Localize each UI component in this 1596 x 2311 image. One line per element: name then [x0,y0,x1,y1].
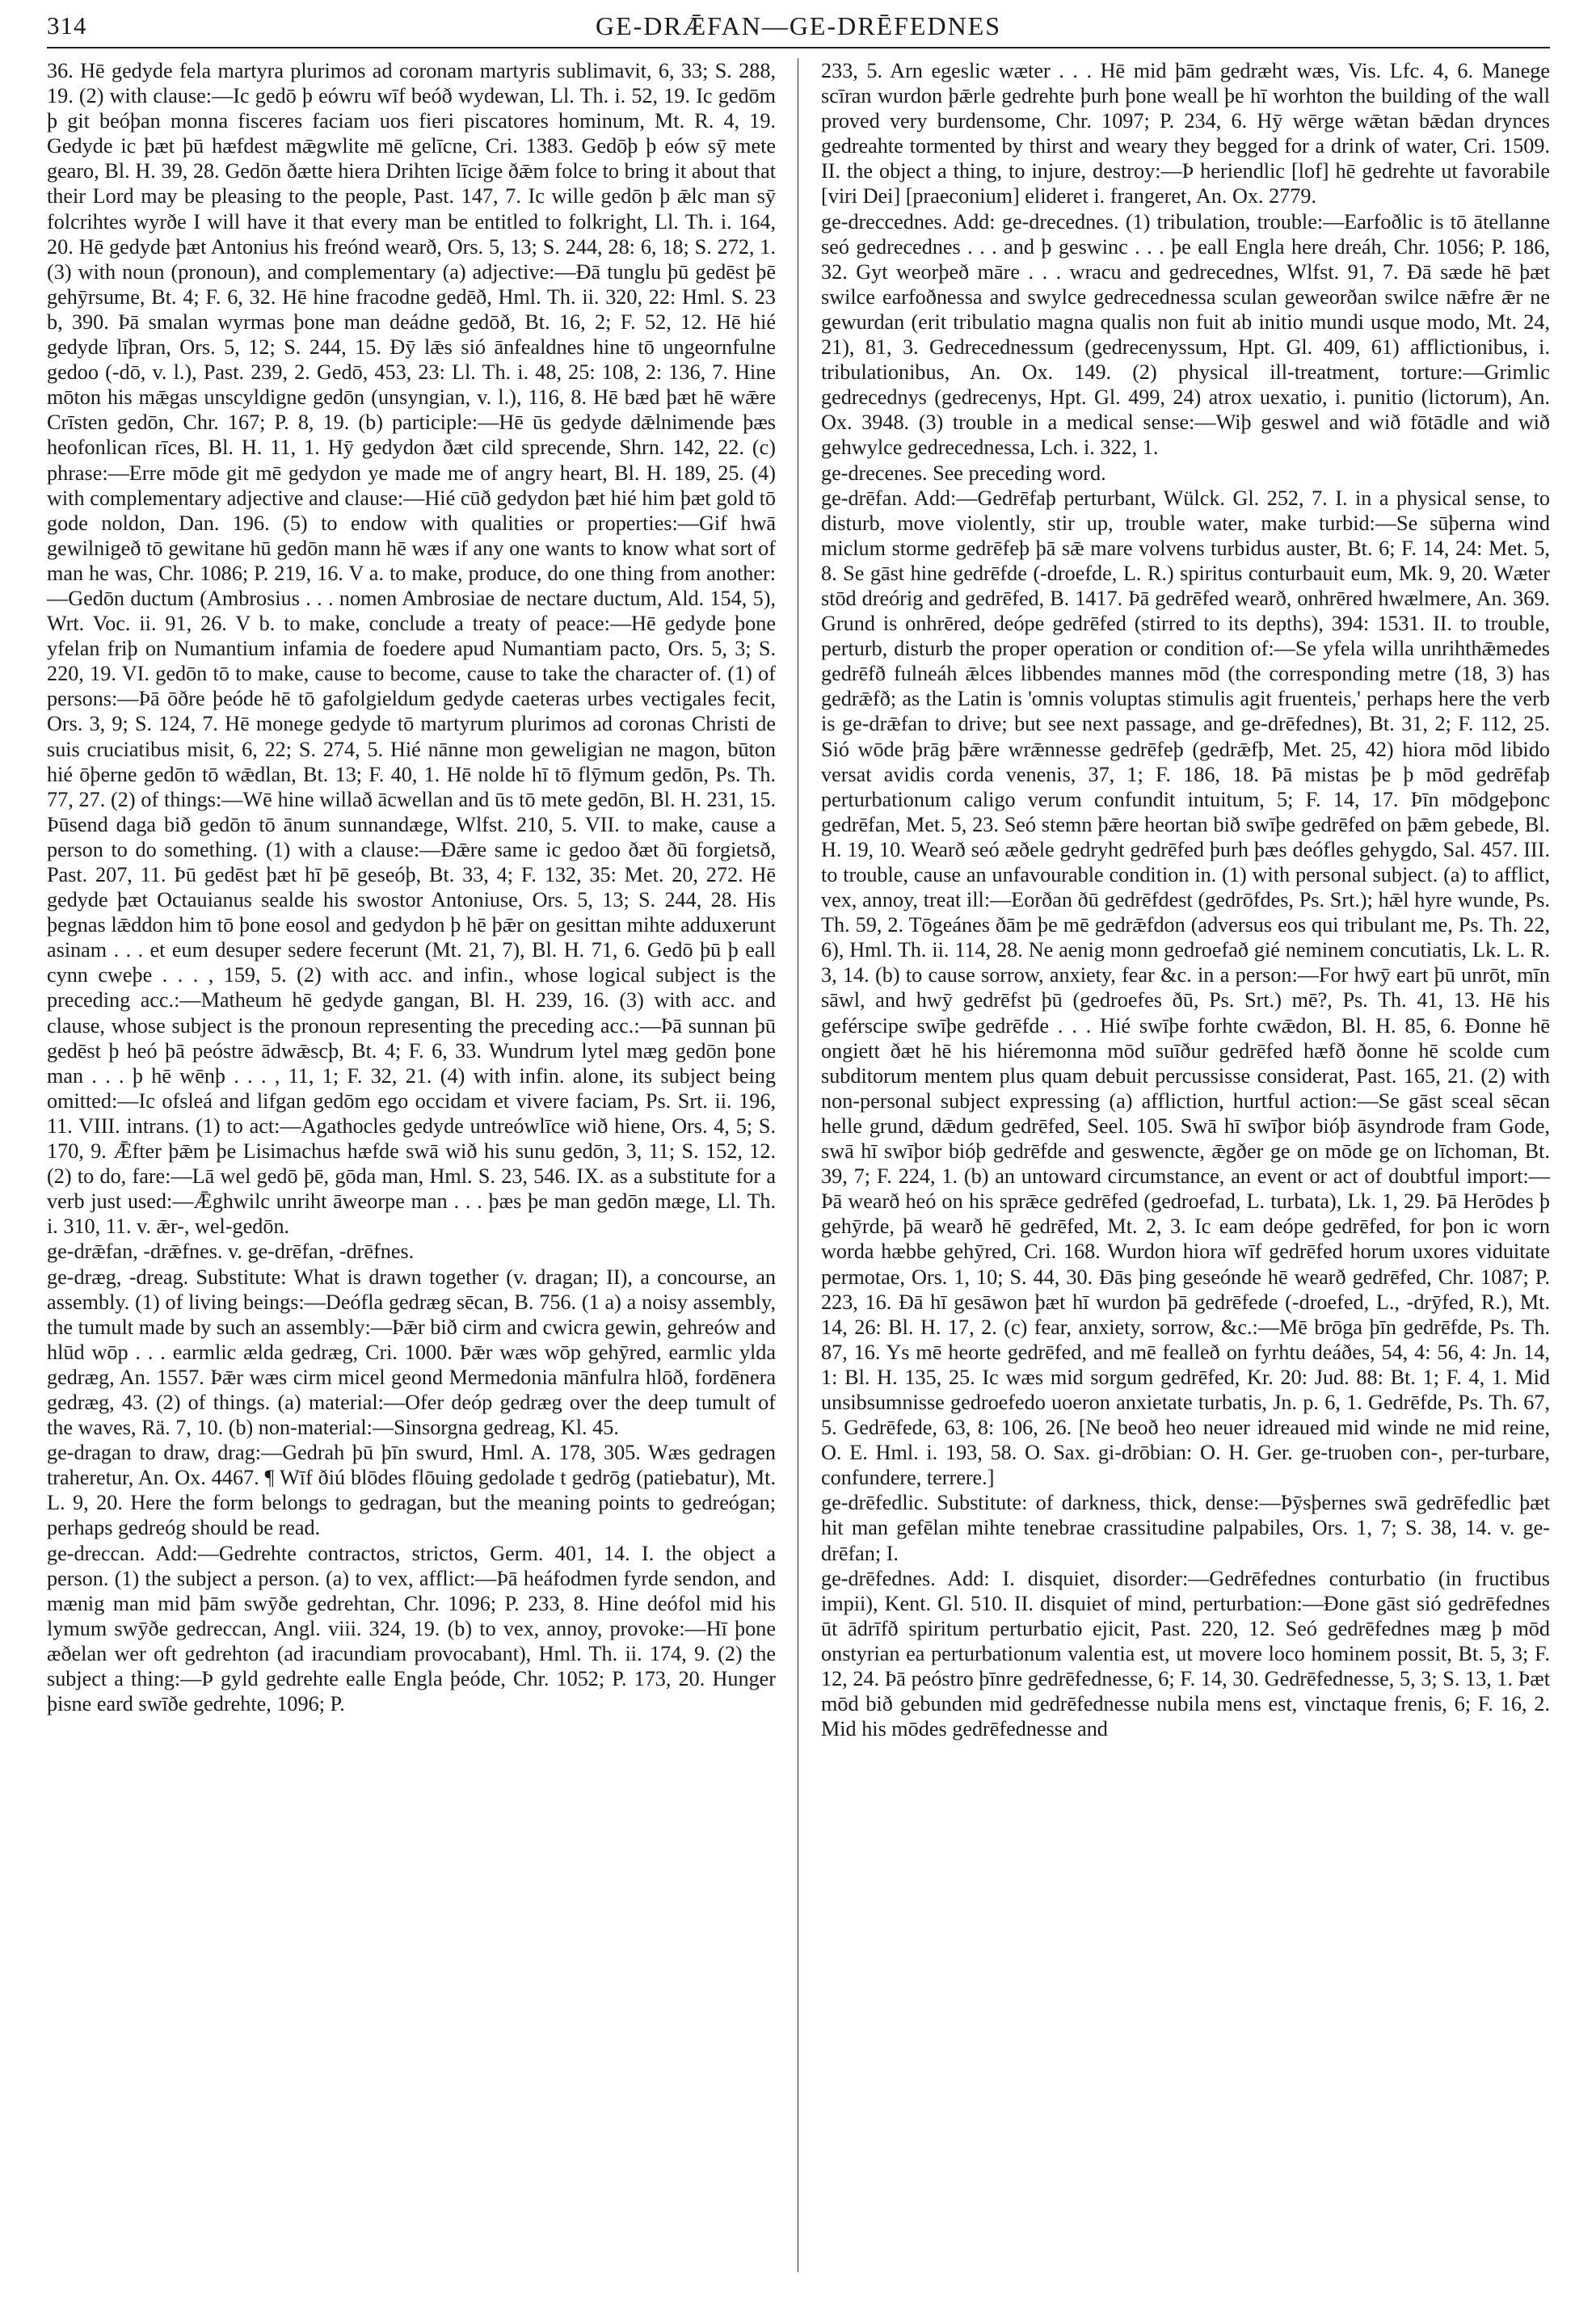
entry-continuation-ge-don: 36. Hē gedyde fela martyra plurimos ad coronam martyris sublimavit, 6, 33; S. 288, 19. (2) with clause:—Ic gedō þ eówru wīf beóð wydewan, Ll. Th. i. 52, 19. Ic gedōm þ git beóþan monna fisceres faciam uos fieri piscatores hominum, Mt. R. 4, 19. Gedyde ic þæt þū hæfdest mǣgwlite mē gelīcne, Cri. 1383. Gedōþ þ eów sȳ mete gearo, Bl. H. 39, 28. Gedōn ðætte hiera Drihten līcige ðǣm folce to bring it about that their Lord may be pleasing to the people, Past. 147, 7. Ic wille gedōn þ ǣlc man sȳ folcrihtes wyrðe I will have it that every man be entitled to folkright, Ll. Th. i. 164, 20. Hē gedyde þæt Antonius his freónd wearð, Ors. 5, 13; S. 244, 28: 6, 18; S. 272, 1. (3) with noun (pronoun), and complementary (a) adjective:—Ðā tunglu þū gedēst þē gehȳrsume, Bt. 4; F. 6, 32. Hē hine fracodne gedēð, Hml. Th. ii. 320, 22: Hml. S. 23 b, 390. Þā smalan wyrmas þone man deádne gedōð, Bt. 16, 2; F. 52, 12. Hē hié gedyde līþran, Ors. 5, 12; S. 244, 15. Ðȳ lǣs sió ānfealdnes hine tō ungeornfulne gedoo (-dō, v. l.), Past. 239, 2. Gedō, 453, 23: Ll. Th. i. 48, 25: 108, 2: 136, 7. Hine mōton his mǣgas unscyldigne gedōn (unsyngian, v. l.), 116, 8. Hē bæd þæt hē wǣre Crīsten gedōn, Chr. 167; P. 8, 19. (b) participle:—Hē ūs gedyde dǣlnimende þæs heofonlican rīces, Bl. H. 11, 1. Hȳ gedydon ðæt cild sprecende, Shrn. 142, 22. (c) phrase:—Erre mōde git mē gedydon ye made me of angry heart, Bl. H. 189, 25. (4) with complementary adjective and clause:—Hié cūð gedydon þæt hié him þæt gold tō gode noldon, Dan. 196. (5) to endow with qualities or properties:—Gif hwā gewilnigeð tō gewitane hū gedōn mann hē wæs if any one wants to know what sort of man he was, Chr. 1086; P. 219, 16. V a. to make, produce, do one thing from another:—Gedōn ductum (Ambrosius . . . nomen Ambrosiae de nectare ductum, Ald. 154, 5), Wrt. Voc. ii. 91, 26. V b. to make, conclude a treaty of peace:—Hē gedyde þone yfelan friþ on Numantium infamia de foedere apud Numantiam pacto, Ors. 5, 3; S. 220, 19. VI. gedōn tō to make, cause to become, cause to take the character of. (1) of persons:—Þā ōðre þeóde hē tō gafolgieldum gedyde caeteras urbes vectigales fecit, Ors. 3, 9; S. 124, 7. Hē monege gedyde tō martyrum plurimos ad coronas Christi de suis cruciatibus misit, 6, 22; S. 274, 5. Hié nānne mon geweligian ne magon, būton hié ōþerne gedōn tō wǣdlan, Bt. 13; F. 40, 1. Hē nolde hī tō flȳmum gedōn, Ps. Th. 77, 27. (2) of things:—Wē hine willað ācwellan and ūs tō mete gedōn, Bl. H. 231, 15. Þūsend daga bið gedōn tō ānum sunnandæge, Wlfst. 210, 5. VII. to make, cause a person to do something. (1) with a clause:—Ðǣre same ic gedoo ðæt ðū forgietsð, Past. 207, 11. Þū gedēst þæt hī þē geseóþ, Bt. 33, 4; F. 132, 35: Met. 20, 272. Hē gedyde þæt Octauianus sealde his swostor Antoniuse, Ors. 5, 13; S. 244, 28. His þegnas lǣddon him tō þone eosol and gedydon þ hē þǣr on gesittan mihte adduxerunt asinam . . . et eum desuper sedere fecerunt (Mt. 21, 7), Bl. H. 71, 6. Gedō þū þ eall cynn cweþe . . . , 159, 5. (2) with acc. and infin., whose logical subject is the preceding acc.:—Matheum hē gedyde gangan, Bl. H. 239, 16. (3) with acc. and clause, whose subject is the pronoun representing the preceding acc.:—Þā sunnan þū gedēst þ heó þā peóstre ādwǣscþ, Bt. 4; F. 6, 33. Wundrum lytel mæg gedōn þone man . . . þ hē wēnþ . . . , 11, 1; F. 32, 21. (4) with infin. alone, its subject being omitted:—Ic ofsleá and lifgan gedōm ego occidam et vivere faciam, Ps. Srt. ii. 196, 11. VIII. intrans. (1) to act:—Agathocles gedyde untreówlīce wið hiene, Ors. 4, 5; S. 170, 9. Ǣfter þǣm þe Lisimachus hæfde swā wið his sunu gedōn, 3, 11; S. 152, 12. (2) to do, fare:—Lā wel gedō þē, gōda man, Hml. S. 23, 546. IX. as a substitute for a verb just used:—Ǣghwilc unriht āweorpe man . . . þæs þe man gedōn mæge, Ll. Th. i. 310, 11. v. ǣr-, wel-gedōn. [47,59,776,1239]
left-column [47,58,776,1716]
entry-continuation-ge-dreccan: 233, 5. Arn egeslic wæter . . . Hē mid þām gedræht wæs, Vis. Lfc. 4, 6. Manege scīran wurdon þǣrle gedrehte þurh þone weall þe hī worhton the building of the wall proved very burdensome, Chr. 1097; P. 234, 6. Hȳ wērge wǣtan bǣdan drynces gedreahte tormented by thirst and weary they begged for a drink of water, Cri. 1509. II. the object a thing, to injure, destroy:—Þ heriendlic [lof] hē gedrehte ut favorabile [viri Dei] [praeconium] elideret i. frangeret, An. Ox. 2779. [821,59,1550,208]
dictionary-page [47,10,1550,2296]
running-title: GE-DRǢFAN—GE-DRĒFEDNES [595,11,1002,40]
two-column-body [47,58,1550,2296]
entry-ge-drefednes: ge-drēfednes. Add: I. disquiet, disorder:—Gedrēfednes conturbatio (in fructibus impii), Kent. Gl. 510. II. disquiet of mind, perturbation:—Ðone gāst sió gedrēfednes ūt ādrīfð spiritum perturbatio ejicit, Past. 220, 12. Seó gedrēfednes mæg þ mōd onstyrian ea perturbationum valentia est, ut movere loco hominem possit, Bt. 5, 3; F. 12, 24. Þā peóstro þīnre gedrēfednesse, 6; F. 14, 30. Gedrēfednesse, 5, 3; S. 13, 1. Þæt mōd bið gebunden mid gedrēfednesse nubila mens est, vinctaque frenis, 6; F. 16, 2. Mid his mōdes gedrēfednesse and [821,1566,1550,1741]
entry-ge-dreccan: ge-dreccan. Add:—Gedrehte contractos, strictos, Germ. 401, 14. I. the object a person. (1) the subject a person. (a) to vex, afflict:—Þā heáfodmen fyrde sendon, and mænig man mid þām swȳðe gedrehtan, Chr. 1096; P. 233, 8. Hine deófol mid his lymum swȳðe gedreccan, Angl. viii. 324, 19. (b) to vex, annoy, provoke:—Hī þone æðelan wer oft gedrehton (ad iracundiam provocabant), Hml. Th. ii. 174, 9. (2) the subject a thing:—Þ gyld gedrehte ealle Engla þeóde, Chr. 1052; P. 173, 20. Hunger þisne eard swīðe gedrehte, 1096; P. [47,1541,776,1716]
entry-ge-draeg: ge-dræg, -dreag. Substitute: What is drawn together (v. dragan; II), a concourse, an assembly. (1) of living beings:—Deófla gedræg sēcan, B. 756. (1 a) a noisy assembly, the tumult made by such an assembly:—Þǣr bið cirm and cwicra gewin, gehreów and hlūd wōp . . . earmlic ælda gedræg, Cri. 1000. Þǣr wæs wōp gehȳred, earmlic ylda gedræg, An. 1557. Þǣr wæs cirm micel geond Mermedonia mānfulra hlōð, fordēnera gedræg, 43. (2) of things. (a) material:—Ofer deóp gedræg over the deep tumult of the waves, Rä. 7, 10. (b) non-material:—Sinsorgna gedreag, Kl. 45. [47,1265,776,1440]
entry-ge-dragan: ge-dragan to draw, drag:—Gedrah þū þīn swurd, Hml. A. 178, 305. Wæs gedragen traheretur, An. Ox. 4467. ¶ Wīf ðiú blōdes flōuing gedolade t gedrōg (patiebatur), Mt. L. 9, 20. Here the form belongs to gedragan, but the meaning points to gedreógan; perhaps gedreóg should be read. [47,1441,776,1540]
entry-ge-draefan: ge-drǣfan, -drǣfnes. v. ge-drēfan, -drēfnes. [47,1240,415,1264]
entry-ge-drecenes: ge-drecenes. See preceding word. [821,461,1106,485]
page-number: 314 [47,11,87,40]
entry-ge-dreccednes: ge-dreccednes. Add: ge-drecednes. (1) tribulation, trouble:—Earfoðlic is tō ātellanne seó gedrecednes . . . and þ geswinc . . . þe eall Engla here dreáh, Chr. 1056; P. 186, 32. Gyt weorþeð māre . . . wracu and gedrecednes, Wlfst. 91, 7. Ðā sæde hē þæt swilce earfoðnessa and swylce gedrecednessa sculan geweorðan swilce nǣfre ǣr ne gewurdan (erit tribulatio magna qualis non fuit ab initio mundi usque modo, Mt. 24, 21), 81, 3. Gedrecednessum (gedrecenyssum, Hpt. Gl. 409, 61) afflictionibus, i. tribulationibus, An. Ox. 149. (2) physical ill-treatment, torture:—Grimlic gedrecednys (gedrecenys, Hpt. Gl. 499, 24) atrox uexatio, i. punitio (lictorum), An. Ox. 3948. (3) trouble in a medical sense:—Wiþ geswel and wið fōtādle and wið gehwylce gedrecednessa, Lch. i. 322, 1. [821,209,1550,460]
right-column [821,58,1550,1741]
header-rule [47,47,1550,48]
page-header [47,10,1550,45]
entry-ge-drefedlic: ge-drēfedlic. Substitute: of darkness, thick, dense:—Þȳsþernes swā gedrēfedlic þæt hit man gefēlan mihte tenebrae crassitudine palpabiles, Ors. 1, 7; S. 38, 14. v. ge-drēfan; I. [821,1491,1550,1565]
entry-ge-drefan: ge-drēfan. Add:—Gedrēfaþ perturbant, Wülck. Gl. 252, 7. I. in a physical sense, to disturb, move violently, stir up, trouble water, make turbid:—Se sūþerna wind miclum storme gedrēfeþ þā sǣ mare volvens turbidus auster, Bt. 6; F. 14, 24: Met. 5, 8. Se gāst hine gedrēfde (-droefde, L. R.) spiritus conturbauit eum, Mk. 9, 20. Wæter stōd dreórig and gedrēfed, B. 1417. Þā gedrēfed wearð, onhrēred hwælmere, An. 369. Grund is onhrēred, deópe gedrēfed (stirred to its depths), 394: 1531. II. to trouble, perturb, disturb the proper operation or condition of:—Se yfela willa unrihthǣmedes gedrēfð fulneáh ǣlces libbendes mannes mōd (the corresponding metre (18, 3) has gedrǣfð; as the Latin is 'omnis voluptas stimulis agit fruenteis,' perhaps here the verb is ge-drǣfan to drive; but see next passage, and ge-drēfednes), Bt. 31, 2; F. 112, 25. Sió wōde þrāg þǣre wrǣnnesse gedrēfeþ (gedrǣfþ, Met. 25, 42) hiora mōd libido versat avidis corda venenis, 37, 1; F. 186, 18. Þā mistas þe þ mōd gedrēfaþ perturbationum caligo verum confundit intuitum, 5; F. 14, 17. Þīn mōdgeþonc gedrēfan, Met. 5, 23. Seó stemn þǣre heortan bið swīþe gedrēfed on þǣm gebede, Bl. H. 19, 10. Wearð seó æðele gedryht gedrēfed þurh þæs deófles gehygdo, Sal. 457. III. to trouble, cause an unfavourable condition in. (1) with personal subject. (a) to afflict, vex, annoy, treat ill:—Eorðan ðū gedrēfdest (gedrōfdes, Ps. Srt.); hǣl hyre wunde, Ps. Th. 59, 2. Tōgeánes ðām þe mē gedrǣfdon (adversus eos qui tribulant me, Ps. Th. 22, 6), Hml. Th. ii. 114, 28. Ne aenig monn gedroefað gié neminem concutiatis, Lk. L. R. 3, 14. (b) to cause sorrow, anxiety, fear &c. in a person:—For hwȳ eart þū unrōt, mīn sāwl, and hwȳ gedrēfst þū (gedroefes ðū, Ps. Srt.) mē?, Ps. Th. 41, 13. Hē his geférscipe swīþe gedrēfde . . . Hié swīþe forhte cwǣdon, Bl. H. 85, 6. Ðonne hē ongiett ðæt hē his hiéremonna mōd suīður gedrēfed hæfð ðonne hē scolde cum subditorum mentem plus quam debuit percussisse considerat, Past. 165, 21. (2) with non-personal subject expressing (a) affliction, hurtful action:—Se gāst sceal sēcan helle grund, dǣdum gedrēfed, Seel. 105. Swā hī swīþor bióþ āsyndrode fram Gode, swā hī swīþor bióþ gedrēfde and geswencte, ǣgðer ge on mōde ge on līchoman, Bt. 39, 7; F. 224, 1. (b) an untoward circumstance, an event or act of doubtful import:—Þā wearð heó on his sprǣce gedrēfed (gedroefad, L. turbata), Lk. 1, 29. Þā Herōdes þ gehȳrde, þā wearð hē gedrēfed, Mt. 2, 3. Ic eam deópe gedrēfed, for þon ic worn worda hæbbe gehȳred, Cri. 168. Wurdon hiora wīf gedrēfed horum uxores viduitate permotae, Ors. 1, 10; S. 44, 30. Ðās þing geseónde hē wearð gedrēfed, Chr. 1087; P. 223, 16. Ðā hī gesāwon þæt hī wurdon þā gedrēfede (-droefed, L., -drȳfed, R.), Mt. 14, 26: Bl. H. 17, 2. (c) fear, anxiety, sorrow, &c.:—Mē brōga þīn gedrēfde, Ps. Th. 87, 16. Ys mē heorte gedrēfed, and mē fealleð on fyrhtu deáðes, 54, 4: 56, 4: Jn. 14, 1: Bl. H. 135, 25. Ic wæs mid sorgum gedrēfed, Kr. 20: Jud. 88: Bt. 1; F. 4, 1. Mid unsibsumnisse gedroefedo uoeron anxietate turbatis, Jn. p. 6, 1. Gedrēfde, Ps. Th. 67, 5. Gedrēfede, 63, 8: 106, 26. [Ne beoð heo neuer idreaued mid winde ne mid reine, O. E. Hml. i. 193, 58. O. Sax. gi-drōbian: O. H. Ger. ge-truoben con-, per-turbare, confundere, terrere.] [821,486,1550,1490]
